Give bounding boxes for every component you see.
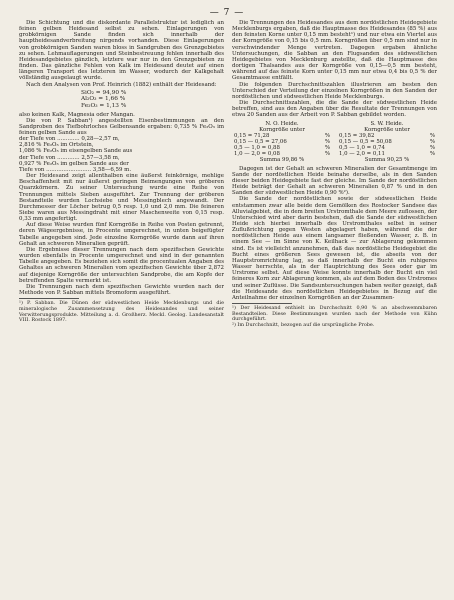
table-sum: Summa 90,25 % [364,157,410,164]
paragraph: Die Schichtung und die diskordante Parallelstruktur ist lediglich an feinen gelben Heidesand selbst zu sehen. Einlagerungen von grobkörnigen Sande finden sich innerhalb der hauptheidesandverbreitung nirgends vorhanden. Diese Einlagerungen von grobkörnigen Sanden waren bloss in Sandgruben des Grenzgebietes zu sehen. Lehmauflagerungen und Steinbestreuung fehlen innerhalb des Heidesandgebietes gänzlich, letztere war nur in den Grenzgebieten zu finden. Das gänzliche Fehlen von Kalk im Heidesand deutet auf einen längeren Transport des letzteren im Wasser, wodurch der Kalkgehalt völlständig ausgelaugt wurde. [19,20,224,82]
grain-size-tables [234,121,435,164]
table-cell: % [324,132,330,139]
paragraph: Nach den Analysen von Prof. Heinrich (1882) enthält der Heidesand: [26,81,217,88]
table-cell: 1,0 — 2,0 = 0,08 [234,151,280,158]
table-cell: % [324,151,330,158]
paragraph: Dagegen ist der Gehalt an schweren Mineralien der Gesamtmenge im Sande der nordöstlichen Heide beinahe derselbe, als in den Sanden dieser beiden Heidegebiete fast der gleiche. Im Sande der nordöstlichen Heide beträgt der Gehalt an schweren Mineralien 0,87 % und in den Sanden der südwestlichen Heide 0,90 %²). [232,165,437,197]
table-north-east-heath [234,121,330,164]
table-cell: % [324,145,330,152]
iron-line: der Tiefe von ............. 2,57—3,58 m, [19,154,120,161]
table-cell: 0,15 — 0,5 = 27,06 [234,138,287,145]
paragraph: Die folgenden Durchschnittszahlen illustrieren am besten den Unterschied der Verteilung der einzelnen Korngrößen in den Sanden der nordöstlichen und südwestlichen Heide Mecklenburgs. [232,81,437,100]
table-subheader: Korngröße unter [364,126,410,133]
formula-line: SiO₂ = 94,90 % [81,89,127,96]
table-cell: % [429,138,435,145]
iron-analysis-list [19,136,224,173]
table-sum: Summa 99,86 % [259,157,305,164]
page-number: — 7 — [209,8,245,18]
footnotes [19,301,224,324]
paragraph: Die Sande der nordöstlichen sowie der südwestlichen Heide entstammen zwar alle beide dem Gemölken des Rostocker Sandsee das Alluvialgebiet, die in dem breiten Urstromthale dem Meere zuflossen, der Unterschied wird aber darin bestehen, daß die Sande der südwestlichen Heide sich hierbei innerhalb des Urstromthales selbst in seiner Zuflußrichtung gegen Westen abgelagert haben, während die der nordöstlichen Heide aus einem langsamer fließenden Wasser, z. B. in einem See — im Sinne von K. Keilhack — zur Ablagerung gekommen sind. Es ist vielleicht anzunehmen, daß das nordöstliche Heidegebiet die Bucht eines größeren Sees gewesen ist, die abseits von der Hauptstromrichtung lag, so daß innerhalb der Bucht ein ruhigeres Wasser herrschte, als in der Hauptrichtung des Sees oder gar im Urstrome selbst. Auf diese Weise konnte innerhalb der Bucht ein viel feineres Korn zur Ablagerung kommen, als auf dem Boden des Urstromes und seiner Zuflüsse. Die Sandsuntersuchungen haben weiter gezeigt, daß die Heidesande des nordöstlichen Heidegebietes in Bezug auf die Anteilnahme der einzelnen Korngrößen an der Zusammen- [232,196,437,301]
paragraph: Auf diese Weise wurden fünf Korngröße in Reihe von Posten getrennt, deren Wägeergebnisse, in Procente umgerechnet, in unten beigefügter Tabelle angegeben sind. Jede einzelne Korngröße wurde dann auf ihren Gehalt an schweren Mineralien geprüft. [19,222,224,247]
paragraph: Die von P. Sabban¹) angestellten Eisenbestimmungen an den Sandproben des Tiefbohrloches Gelbensande ergaben: 0,735 % Fe₂O₃ im feinen gelben Sande aus [19,117,224,136]
paragraph: Die Ergebnisse dieser Trennungen nach dem spezifischen Gewichte wurden ebenfalls in Procente umgerechnet und sind in der genannten Tabelle angegeben. Es beziehen sich somit die procentualen Angaben des Gehaltes an schweren Mineralien vom spezifischen Gewichte über 2,872 auf diejenige Korngröße der untersuchten Sandprobe, die am Kopfe der betreffenden Spalte vermerkt ist. [19,246,224,284]
footnote: ²) Im Durchschnitt, bezogen auf die ursprüngliche Probe. [232,322,375,329]
paragraph: Die Trennungen nach dem spezifischen Gewichte wurden nach der Methode von P. Sabban mittels Bromoform ausgeführt. [19,283,224,297]
right-column [232,20,437,329]
footnote: ¹) Der Heidesand enthielt im Durchschnitt 0,90 % an abschwemmbaren Bestandteilen. Diese Bestimmungen wurden nach der Methode von Kühn durchgeführt. [232,305,437,323]
iron-line: Tiefe von .......................... 3,58—6,59 m. [19,166,132,173]
table-subheader: Korngröße unter [259,126,305,133]
table-cell: % [429,151,435,158]
footnotes [232,306,437,329]
paragraph: Die Trennungen des Heidesandes aus dem nordöstlichen Heidegebiete Mecklenburgs ergaben, daß die Hauptmasse des Heidesandes (85 %) aus den feinsten Korne unter 0,15 mm besteht¹) und nur etwa ein Viertel aus der Korngröße von 0,15 bis 0,5 mm. Korngrößen über 0,5 mm sind nur in verschwindender Menge vertreten. Dagegen ergaben ähnliche Untersuchungen, die Sabban an den Flugsanden des südwestlichen Heidegebietes von Mecklenburg anstellte, daß die Hauptmasse des dortigen Thalsandes aus der Korngröße von 0,15—0,5 mm besteht, während auf das feinste Korn unter 0,15 mm nur etwa 0,4 bis 0,5 % der Gesamtmasse entfällt. [232,20,437,82]
paragraph: Die Durchschnittszahlen, die die Sande der südwestlichen Heide betreffen, sind aus den Angaben über die Resultate der Trennungen von etwa 20 Sanden aus der Arbeit von P. Sabban gebildet worden. [232,100,437,119]
table-cell: % [324,138,330,145]
formula-line: Al₂O₃ = 1,66 % [81,96,126,103]
left-column [19,20,224,324]
chemical-formula-block [81,90,224,110]
footnote-divider [232,303,292,304]
table-cell: 0,5 — 1,0 = 0,74 [339,145,385,152]
table-cell: % [429,132,435,139]
iron-line: 0,927 % Fe₂O₃ im gelben Sande aus der [19,160,129,167]
table-header: S. W. Heide. [370,120,404,127]
table-header: N. O. Heide. [265,120,299,127]
formula-line: Fe₂O₃ = 1,13 % [81,102,127,109]
table-cell: 0,15 = 39,82 [339,132,375,139]
table-south-west-heath [339,121,435,164]
table-cell: 0,5 — 1,0 = 0,88 [234,145,280,152]
footnote: ¹) P. Sabban. Die Dünen der südwestlichen Heide Mecklenburgs und die mineralogische Zusammensetzung des Heidesandes und seiner Verwitterungsprodukte. Mitteilung a. d. Großherz. Meckl. Geolog. Landesanstalt VIII. Rostock 1897. [19,300,224,324]
table-cell: 0,15 — 0,5 = 50,08 [339,138,392,145]
iron-line: 1,086 % Fe₂O₃ im eisengelben Sande aus [19,148,133,155]
iron-line: 2,816 % Fe₂O₃ im Ortstein, [19,142,94,149]
table-cell: 0,15 = 71,28 [234,132,270,139]
paragraph: also keinen Kalk, Magnesia oder Mangan. [19,111,135,118]
table-cell: % [429,145,435,152]
paragraph: Der Heidesand zeigt allenthalben eine äußerst feinkörnige, mehlige Beschaffenheit mit nur äußerst geringen Beimengungen von gröberen Quarzkörnern. Zu seiner Untersuchung wurde eine Reihe von Trennungen mittels Sieben ausgeführt. Zur Trennung der gröberen Bestandteile wurden Lochsiebe und Messingblech angewandt. Der Durchmesser der Löcher betrug 0,5 resp. 1,0 und 2,0 mm. Die feineren Siebe waren aus Messingdraht mit einer Maschenweite von 0,15 resp. 0,33 mm angefertigt. [19,173,224,223]
iron-line: der Tiefe von ............. 0,28—2,57 m, [19,136,120,143]
table-cell: 1,0 — 2,0 = 0,11 [339,151,385,158]
